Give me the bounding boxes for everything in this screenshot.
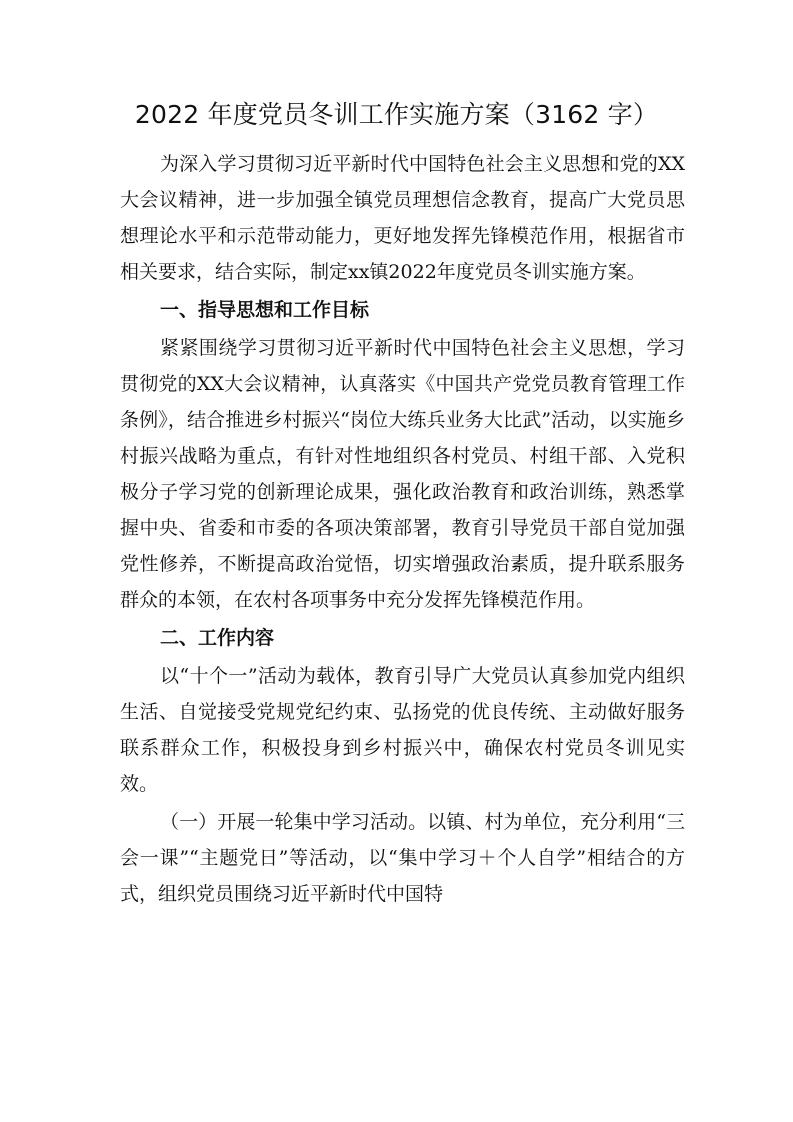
section-heading-work-content: 二、工作内容 xyxy=(160,627,275,649)
section-heading-guiding-thought: 一、指导思想和工作目标 xyxy=(160,299,370,321)
study-activity-paragraph: （一）开展一轮集中学习活动。以镇、村为单位，充分利用“三会一课”“主题党日”等活动，以“集中学习＋个人自学”相结合的方式，组织党员围绕习近平新时代中国特 xyxy=(120,811,685,905)
document-body xyxy=(120,146,685,914)
guiding-thought-paragraph: 紧紧围绕学习贯彻习近平新时代中国特色社会主义思想，学习贯彻党的XX大会议精神，认真落实《中国共产党党员教育管理工作条例》，结合推进乡村振兴“岗位大练兵业务大比武”活动，以实施乡村振兴战略为重点，有针对性地组织各村党员、村组干部、入党积极分子学习党的创新理论成果，强化政治教育和政治训练，熟悉掌握中央、省委和市委的各项决策部署，教育引导党员干部自觉加强党性修养，不断提高政治觉悟，切实增强政治素质，提升联系服务群众的本领，在农村各项事务中充分发挥先锋模范作用。 xyxy=(120,337,685,611)
intro-paragraph: 为深入学习贯彻习近平新时代中国特色社会主义思想和党的XX大会议精神，进一步加强全镇党员理想信念教育，提高广大党员思想理论水平和示范带动能力，更好地发挥先锋模范作用，根据省市相关要求，结合实际，制定xx镇2022年度党员冬训实施方案。 xyxy=(120,153,685,283)
document-title: 2022 年度党员冬训工作实施方案（3162 字） xyxy=(134,100,659,129)
work-content-paragraph: 以“十个一”活动为载体，教育引导广大党员认真参加党内组织生活、自觉接受党规党纪约束、弘扬党的优良传统、主动做好服务联系群众工作，积极投身到乡村振兴中，确保农村党员冬训见实效。 xyxy=(120,665,685,795)
